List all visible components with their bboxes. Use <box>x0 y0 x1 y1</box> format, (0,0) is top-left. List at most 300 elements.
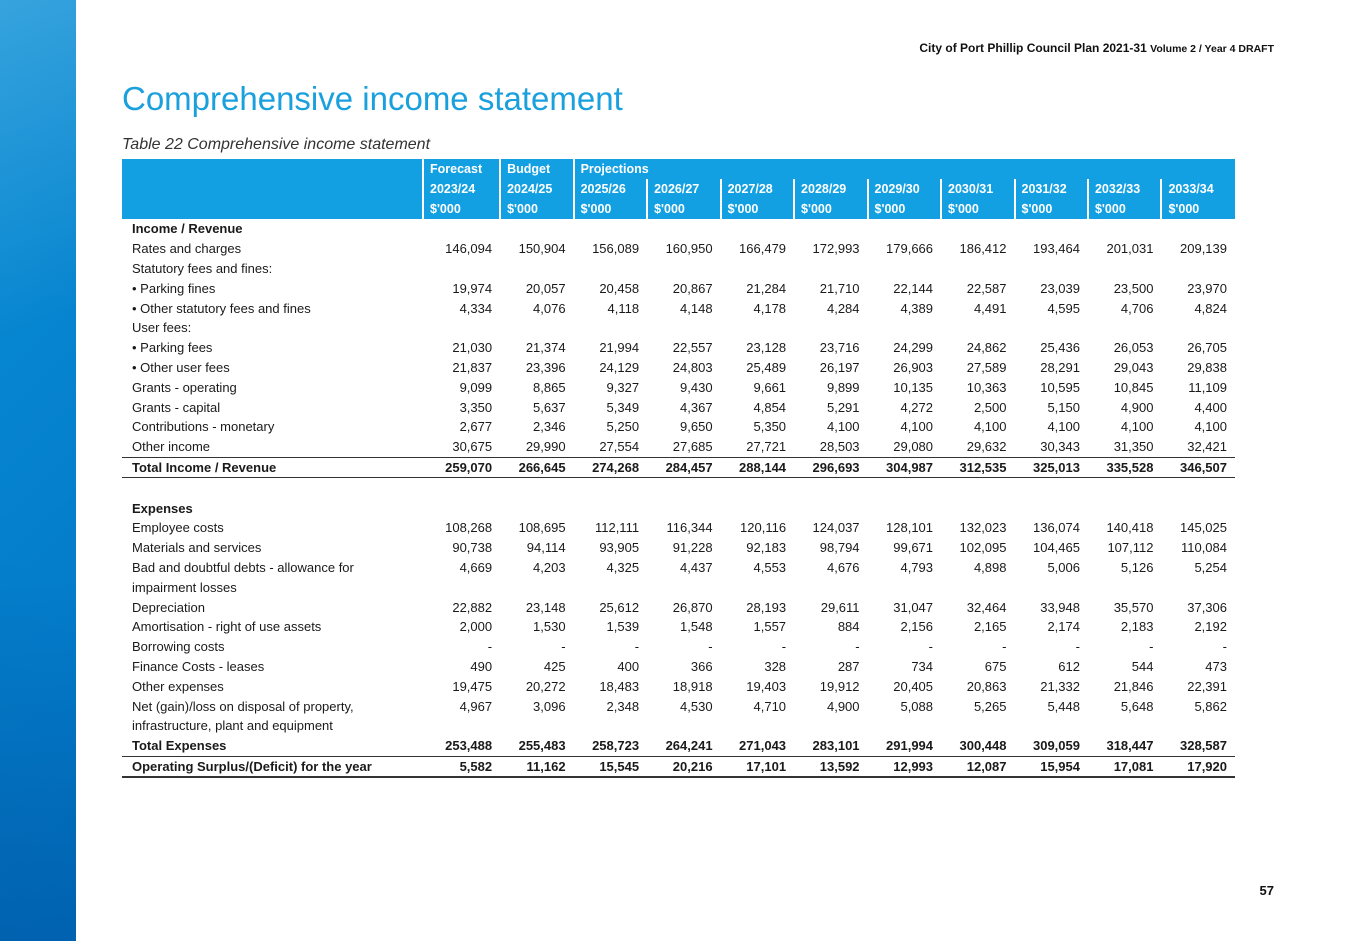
row-value <box>1088 259 1161 279</box>
row-label: Materials and services <box>132 540 262 556</box>
row-value <box>941 577 1014 597</box>
row-value: 24,862 <box>966 340 1007 356</box>
table-caption: Table 22 Comprehensive income statement <box>122 136 431 153</box>
header-unit: $'000 <box>1161 199 1235 219</box>
row-value: 266,645 <box>500 457 573 478</box>
row-value: 4,710 <box>753 698 787 714</box>
sidebar-facet-shadow <box>0 0 76 941</box>
row-value: 128,101 <box>886 520 934 536</box>
header-subtitle: Volume 2 / Year 4 DRAFT <box>1150 43 1274 55</box>
row-value: 22,144 <box>893 280 934 296</box>
row-value: 291,994 <box>886 738 934 754</box>
row-value: 26,053 <box>1113 340 1154 356</box>
row-value: 5,582 <box>423 756 500 777</box>
table-row <box>122 637 1235 657</box>
row-value: 9,661 <box>753 379 787 395</box>
row-value: 4,793 <box>900 559 934 575</box>
row-value: 23,396 <box>525 359 566 375</box>
row-value <box>794 318 867 338</box>
header-row-years <box>122 179 1235 199</box>
row-value: 346,507 <box>1161 457 1235 478</box>
row-value: 20,272 <box>525 678 566 694</box>
row-value: - <box>855 639 860 655</box>
table-header <box>122 159 1235 219</box>
row-value: 335,528 <box>1088 457 1161 478</box>
row-value <box>1161 318 1235 338</box>
row-value: 283,101 <box>812 738 860 754</box>
row-value: 30,343 <box>1040 439 1080 455</box>
row-value: 24,803 <box>672 359 713 375</box>
row-value: 24,129 <box>599 359 640 375</box>
row-value: 2,677 <box>459 419 493 435</box>
row-value: 30,675 <box>452 439 493 455</box>
row-value: 10,595 <box>1040 379 1080 395</box>
row-value <box>423 318 500 338</box>
row-value: 21,837 <box>452 359 493 375</box>
row-label: Total Expenses <box>132 738 227 754</box>
row-value: - <box>1075 639 1080 655</box>
row-value <box>868 478 941 498</box>
row-value <box>1161 716 1235 736</box>
row-value: 10,845 <box>1113 379 1154 395</box>
row-label: Contributions - monetary <box>132 419 275 435</box>
row-value: 13,592 <box>794 756 867 777</box>
table-row <box>122 538 1235 558</box>
row-value <box>1161 259 1235 279</box>
row-value: 179,666 <box>886 241 934 257</box>
row-value: 21,846 <box>1113 678 1154 694</box>
row-value: 21,030 <box>452 340 493 356</box>
header-unit: $'000 <box>647 199 720 219</box>
row-value <box>868 318 941 338</box>
table-row <box>122 716 1235 736</box>
table-row <box>122 577 1235 597</box>
row-value: 287 <box>837 658 860 674</box>
row-label: • Parking fees <box>132 340 213 356</box>
row-value: 675 <box>984 658 1007 674</box>
row-value: 20,867 <box>672 280 713 296</box>
row-value: 4,100 <box>973 419 1007 435</box>
row-value <box>1161 478 1235 498</box>
table-row <box>122 657 1235 677</box>
row-label: Borrowing costs <box>132 639 225 655</box>
row-value: 4,100 <box>826 419 860 435</box>
row-value: 296,693 <box>794 457 867 478</box>
header-year: 2026/27 <box>647 179 720 199</box>
row-value: 400 <box>617 658 640 674</box>
header-unit: $'000 <box>574 199 647 219</box>
row-value <box>794 478 867 498</box>
row-value: 544 <box>1131 658 1154 674</box>
row-value <box>721 259 794 279</box>
row-value <box>1015 318 1088 338</box>
row-value: 4,491 <box>973 300 1007 316</box>
row-value: 4,400 <box>1194 399 1227 415</box>
row-value <box>647 259 720 279</box>
row-value <box>423 498 500 518</box>
row-value: 20,057 <box>525 280 566 296</box>
row-value: 734 <box>911 658 934 674</box>
header-year: 2032/33 <box>1088 179 1161 199</box>
row-value: 1,548 <box>680 619 713 635</box>
row-value <box>1161 219 1235 239</box>
row-value: 37,306 <box>1187 599 1227 615</box>
header-row-units <box>122 199 1235 219</box>
row-value: 612 <box>1058 658 1080 674</box>
table-row <box>122 558 1235 578</box>
row-value: 274,268 <box>574 457 647 478</box>
row-value: 2,165 <box>973 619 1007 635</box>
row-value: 2,346 <box>533 419 566 435</box>
header-unit: $'000 <box>868 199 941 219</box>
table-row <box>122 358 1235 378</box>
header-unit: $'000 <box>1088 199 1161 219</box>
row-value: 12,087 <box>941 756 1014 777</box>
header-blank <box>122 199 423 219</box>
row-value: 19,912 <box>819 678 860 694</box>
row-value: 9,099 <box>459 379 493 395</box>
row-value <box>574 716 647 736</box>
row-value <box>647 716 720 736</box>
row-value: 172,993 <box>812 241 860 257</box>
row-value: 271,043 <box>739 738 787 754</box>
row-value: 25,489 <box>746 359 787 375</box>
row-value <box>647 577 720 597</box>
row-value: 20,405 <box>893 678 934 694</box>
row-value: 22,882 <box>452 599 493 615</box>
row-value: 4,334 <box>459 300 493 316</box>
row-value: 264,241 <box>665 738 713 754</box>
row-value: 4,100 <box>1194 419 1227 435</box>
header-year: 2028/29 <box>794 179 867 199</box>
table-row <box>122 338 1235 358</box>
row-value <box>868 577 941 597</box>
row-value: - <box>1002 639 1007 655</box>
header-title: City of Port Phillip Council Plan 2021-31 <box>919 41 1147 55</box>
table-row <box>122 457 1235 478</box>
header-year: 2033/34 <box>1161 179 1235 199</box>
row-value: 92,183 <box>746 540 787 556</box>
row-value: 11,162 <box>500 756 573 777</box>
row-value <box>794 259 867 279</box>
row-value: 288,144 <box>721 457 794 478</box>
row-value <box>941 716 1014 736</box>
row-label: • Other statutory fees and fines <box>132 300 311 316</box>
row-label: Grants - operating <box>132 379 237 395</box>
table-row <box>122 617 1235 637</box>
row-value <box>868 259 941 279</box>
page-title: Comprehensive income statement <box>122 80 623 117</box>
income-statement-table <box>122 159 1235 778</box>
row-value <box>500 716 573 736</box>
row-label: Income / Revenue <box>132 221 243 237</box>
row-value: 166,479 <box>739 241 787 257</box>
row-value: 29,838 <box>1187 359 1227 375</box>
table-row <box>122 736 1235 756</box>
row-value: 150,904 <box>518 241 566 257</box>
row-value: 112,111 <box>594 520 640 536</box>
row-value: 366 <box>690 658 713 674</box>
row-value <box>1088 219 1161 239</box>
header-group-forecast: Forecast <box>423 159 500 179</box>
row-label: Expenses <box>132 500 193 516</box>
row-value: 132,023 <box>959 520 1007 536</box>
row-value: 5,291 <box>826 399 860 415</box>
row-value: 22,391 <box>1187 678 1227 694</box>
row-value: 4,676 <box>826 559 860 575</box>
table-row <box>122 478 1235 498</box>
row-value: 23,128 <box>746 340 787 356</box>
row-value <box>574 318 647 338</box>
row-label: Total Income / Revenue <box>122 457 423 478</box>
row-value <box>500 498 573 518</box>
row-value: 28,503 <box>819 439 860 455</box>
header-unit: $'000 <box>500 199 573 219</box>
row-label: Net (gain)/loss on disposal of property, <box>132 698 354 714</box>
row-value <box>721 219 794 239</box>
row-value: 94,114 <box>526 540 566 556</box>
row-value: 136,074 <box>1032 520 1080 536</box>
row-value: 26,903 <box>893 359 934 375</box>
row-value: 5,648 <box>1120 698 1154 714</box>
row-value: 23,500 <box>1113 280 1154 296</box>
row-value: 4,900 <box>1120 399 1154 415</box>
row-value <box>423 259 500 279</box>
row-value: - <box>781 639 787 655</box>
row-value <box>423 478 500 498</box>
row-value <box>721 498 794 518</box>
header-year: 2025/26 <box>574 179 647 199</box>
row-value: 5,350 <box>753 419 787 435</box>
row-value: 5,265 <box>973 698 1007 714</box>
row-value: 4,325 <box>606 559 640 575</box>
row-value: 15,545 <box>574 756 647 777</box>
row-value: 4,203 <box>533 559 566 575</box>
row-value <box>1015 498 1088 518</box>
row-value: - <box>487 639 493 655</box>
row-value <box>500 259 573 279</box>
row-value: 26,870 <box>672 599 713 615</box>
row-value: 93,905 <box>599 540 640 556</box>
row-value: 32,421 <box>1187 439 1227 455</box>
row-value <box>941 478 1014 498</box>
row-value <box>574 478 647 498</box>
row-value <box>1088 478 1161 498</box>
row-value: 27,721 <box>746 439 787 455</box>
row-label: infrastructure, plant and equipment <box>132 718 333 734</box>
row-value: 21,710 <box>819 280 860 296</box>
document-header <box>919 41 1274 55</box>
header-unit: $'000 <box>794 199 867 219</box>
row-value: 4,118 <box>607 300 640 316</box>
row-value: 4,967 <box>459 698 493 714</box>
row-label: Statutory fees and fines: <box>132 260 273 276</box>
row-value <box>500 478 573 498</box>
row-value: 98,794 <box>819 540 860 556</box>
decorative-sidebar <box>0 0 76 941</box>
row-value <box>1088 577 1161 597</box>
row-value: 29,990 <box>525 439 566 455</box>
row-value: 4,553 <box>753 559 787 575</box>
row-label: impairment losses <box>132 579 237 595</box>
header-row-groups <box>122 159 1235 179</box>
row-value <box>423 219 500 239</box>
row-value: 4,669 <box>459 559 493 575</box>
header-unit: $'000 <box>423 199 500 219</box>
row-value: 31,047 <box>893 599 934 615</box>
row-value <box>721 577 794 597</box>
table-row <box>122 219 1235 239</box>
row-value: 8,865 <box>533 379 566 395</box>
row-value <box>574 259 647 279</box>
row-value: - <box>561 639 566 655</box>
row-value: 312,535 <box>941 457 1014 478</box>
row-value: 5,006 <box>1047 559 1080 575</box>
row-value: 10,363 <box>966 379 1007 395</box>
row-value <box>794 498 867 518</box>
row-value: - <box>1222 639 1227 655</box>
row-value: 29,080 <box>893 439 934 455</box>
row-value: 24,299 <box>893 340 934 356</box>
row-label: • Other user fees <box>132 359 230 375</box>
table-row <box>122 676 1235 696</box>
row-value: 108,268 <box>445 520 493 536</box>
row-value: 4,178 <box>753 300 787 316</box>
row-value: 27,589 <box>966 359 1007 375</box>
row-value <box>500 577 573 597</box>
row-value: 2,000 <box>459 619 493 635</box>
row-value <box>423 577 500 597</box>
table-row <box>122 377 1235 397</box>
row-value: 1,539 <box>606 619 640 635</box>
row-value: 17,920 <box>1161 756 1235 777</box>
row-label: Other expenses <box>132 678 224 694</box>
row-value: 884 <box>837 619 860 635</box>
row-value <box>1161 577 1235 597</box>
header-year: 2029/30 <box>868 179 941 199</box>
header-group-budget: Budget <box>500 159 573 179</box>
row-value: 156,089 <box>592 241 640 257</box>
row-value: 2,500 <box>973 399 1007 415</box>
table-row <box>122 318 1235 338</box>
row-value <box>500 318 573 338</box>
row-value: 21,332 <box>1040 678 1080 694</box>
row-value <box>423 716 500 736</box>
table-row <box>122 437 1235 457</box>
row-value: - <box>928 639 934 655</box>
row-value <box>1015 219 1088 239</box>
row-value: 4,100 <box>1047 419 1080 435</box>
row-value: 29,611 <box>820 599 860 615</box>
row-value: 490 <box>470 658 493 674</box>
row-value: 27,685 <box>672 439 713 455</box>
row-value <box>721 318 794 338</box>
row-value: 325,013 <box>1015 457 1088 478</box>
row-value: 146,094 <box>445 241 493 257</box>
row-value: 91,228 <box>672 540 713 556</box>
row-value: 473 <box>1205 658 1227 674</box>
row-value <box>647 498 720 518</box>
table-row <box>122 239 1235 259</box>
row-value: 5,088 <box>900 698 934 714</box>
row-value: 22,587 <box>966 280 1007 296</box>
row-label: Bad and doubtful debts - allowance for <box>132 559 354 575</box>
row-value <box>1015 716 1088 736</box>
row-value: 21,994 <box>599 340 640 356</box>
row-label: Grants - capital <box>132 399 221 415</box>
row-value: 2,156 <box>900 619 934 635</box>
row-value <box>574 577 647 597</box>
row-value: 27,554 <box>599 439 640 455</box>
table-body <box>122 219 1235 777</box>
row-value <box>1015 478 1088 498</box>
row-value <box>1161 498 1235 518</box>
row-value: 4,389 <box>900 300 934 316</box>
row-value <box>868 219 941 239</box>
row-value <box>1015 577 1088 597</box>
row-label <box>122 478 423 498</box>
row-value: 25,436 <box>1040 340 1080 356</box>
table-row <box>122 498 1235 518</box>
row-value: 201,031 <box>1106 241 1154 257</box>
row-value <box>647 478 720 498</box>
row-value: 19,974 <box>452 280 493 296</box>
row-value: 35,570 <box>1113 599 1154 615</box>
table-row <box>122 597 1235 617</box>
header-unit: $'000 <box>721 199 794 219</box>
row-value: 186,412 <box>959 241 1007 257</box>
row-value: 9,899 <box>826 379 860 395</box>
row-value <box>794 716 867 736</box>
table-row <box>122 518 1235 538</box>
row-value: 29,043 <box>1113 359 1154 375</box>
row-value: 10,135 <box>893 379 934 395</box>
row-value: 12,993 <box>868 756 941 777</box>
row-value: 5,637 <box>533 399 566 415</box>
row-value: 107,112 <box>1107 540 1154 556</box>
row-value: 23,716 <box>819 340 860 356</box>
header-blank <box>122 179 423 199</box>
row-value: 140,418 <box>1106 520 1154 536</box>
row-label: Operating Surplus/(Deficit) for the year <box>122 756 423 777</box>
row-value <box>941 259 1014 279</box>
row-value: - <box>634 639 640 655</box>
page-number: 57 <box>1259 883 1274 898</box>
row-value: 15,954 <box>1015 756 1088 777</box>
row-label: User fees: <box>132 320 192 336</box>
row-value: 3,350 <box>459 399 493 415</box>
header-year: 2023/24 <box>423 179 500 199</box>
row-value <box>1088 716 1161 736</box>
row-value: 5,349 <box>606 399 640 415</box>
row-value: 4,898 <box>973 559 1007 575</box>
row-value: 26,705 <box>1187 340 1227 356</box>
row-value: 18,918 <box>672 678 713 694</box>
row-value: 22,557 <box>672 340 713 356</box>
row-value: 328 <box>764 658 787 674</box>
row-value: 4,530 <box>680 698 713 714</box>
row-label: Depreciation <box>132 599 205 615</box>
row-value: 32,464 <box>966 599 1007 615</box>
row-value: 31,350 <box>1113 439 1154 455</box>
row-value: 19,403 <box>746 678 787 694</box>
row-value <box>1088 498 1161 518</box>
row-value: 17,101 <box>721 756 794 777</box>
row-value <box>1088 318 1161 338</box>
row-value: 318,447 <box>1106 738 1154 754</box>
row-value <box>647 219 720 239</box>
row-label: • Parking fines <box>132 280 216 296</box>
